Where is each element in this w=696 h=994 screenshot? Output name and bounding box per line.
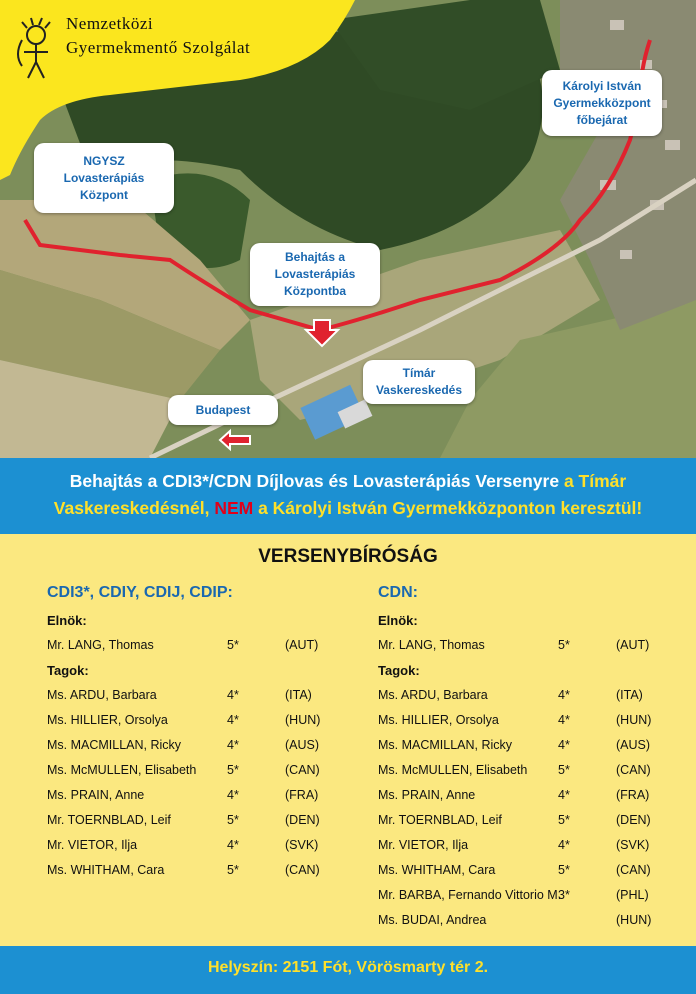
member-stars: 5*: [558, 813, 570, 827]
member-stars: 5*: [227, 638, 239, 652]
member-country: (HUN): [285, 713, 321, 727]
jury-left-column: [47, 584, 321, 883]
jury-member-row: [47, 808, 320, 833]
jury-member-row: [378, 783, 650, 808]
label-timar: Tímár Vaskereskedés: [363, 360, 475, 404]
member-country: (CAN): [285, 863, 320, 877]
member-country: (HUN): [616, 913, 652, 927]
member-country: (DEN): [285, 813, 320, 827]
member-stars: 4*: [558, 788, 570, 802]
banner-part2: a Tímár Vaskereskedésnél,: [53, 471, 627, 518]
member-country: (CAN): [616, 863, 651, 877]
member-country: (ITA): [285, 688, 312, 702]
label-ngysz: NGYSZ Lovasterápiás Központ: [34, 143, 174, 213]
member-stars: 4*: [227, 688, 239, 702]
banner-part3: NEM: [214, 498, 259, 518]
member-name: Mr. VIETOR, Ilja: [378, 838, 469, 852]
jury-member-row: [378, 883, 649, 908]
member-stars: 4*: [558, 688, 570, 702]
left-president-label: Elnök:: [47, 613, 87, 628]
member-name: Ms. MACMILLAN, Ricky: [378, 738, 513, 752]
label-behajtas: Behajtás a Lovasterápiás Központba: [250, 243, 380, 306]
member-stars: 4*: [227, 788, 239, 802]
member-name: Mr. TOERNBLAD, Leif: [47, 813, 171, 827]
jury-member-row: [378, 808, 651, 833]
jury-member-row: [47, 783, 319, 808]
member-name: Mr. LANG, Thomas: [378, 638, 485, 652]
member-country: (AUS): [285, 738, 320, 752]
left-members-list: [47, 683, 321, 883]
jury-member-row: [378, 758, 651, 783]
member-name: Ms. WHITHAM, Cara: [47, 863, 165, 877]
left-president-list: [47, 633, 319, 658]
member-name: Ms. McMULLEN, Elisabeth: [47, 763, 197, 777]
member-country: (PHL): [616, 888, 649, 902]
member-name: Ms. PRAIN, Anne: [378, 788, 476, 802]
member-name: Ms. HILLIER, Orsolya: [47, 713, 168, 727]
member-name: Ms. PRAIN, Anne: [47, 788, 145, 802]
map-graphic: [0, 0, 696, 458]
organization-name: [66, 12, 250, 60]
member-stars: 4*: [558, 713, 570, 727]
member-stars: 5*: [558, 763, 570, 777]
member-stars: 4*: [558, 838, 570, 852]
member-stars: 5*: [227, 813, 239, 827]
left-members-label: Tagok:: [47, 663, 89, 678]
jury-member-row: [47, 833, 319, 858]
jury-right-column: [378, 584, 652, 933]
member-stars: 4*: [227, 713, 239, 727]
member-name: Ms. HILLIER, Orsolya: [378, 713, 499, 727]
member-name: Mr. TOERNBLAD, Leif: [378, 813, 502, 827]
member-name: Ms. ARDU, Barbara: [47, 688, 157, 702]
member-country: (FRA): [616, 788, 650, 802]
right-members-list: [378, 683, 652, 933]
member-country: (DEN): [616, 813, 651, 827]
organization-line1: Nemzetközi: [66, 14, 154, 33]
jury-member-row: [378, 858, 651, 883]
member-name: Mr. LANG, Thomas: [47, 638, 154, 652]
location-text: Helyszín: 2151 Fót, Vörösmarty tér 2.: [207, 959, 489, 976]
member-name: Ms. McMULLEN, Elisabeth: [378, 763, 528, 777]
jury-member-row: [47, 858, 320, 883]
member-stars: 4*: [558, 738, 570, 752]
jury-member-row: [378, 683, 643, 708]
member-country: (ITA): [616, 688, 643, 702]
member-country: (SVK): [616, 838, 650, 852]
right-members-label: Tagok:: [378, 663, 420, 678]
label-budapest: Budapest: [168, 395, 278, 425]
right-president-list: [378, 633, 650, 658]
jury-member-row: [378, 833, 650, 858]
member-name: Ms. MACMILLAN, Ricky: [47, 738, 182, 752]
jury-member-row: [47, 733, 320, 758]
jury-member-row: [47, 708, 321, 733]
member-name: Mr. VIETOR, Ilja: [47, 838, 138, 852]
member-name: Ms. BUDAI, Andrea: [378, 913, 487, 927]
member-stars: 3*: [558, 888, 570, 902]
right-heading: CDN:: [378, 584, 418, 601]
right-president-label: Elnök:: [378, 613, 418, 628]
member-stars: 5*: [227, 763, 239, 777]
left-heading: CDI3*, CDIY, CDIJ, CDIP:: [47, 584, 233, 601]
member-stars: 5*: [558, 863, 570, 877]
jury-member-row: [378, 733, 651, 758]
jury-member-row: [47, 758, 320, 783]
location-footer: [0, 946, 696, 994]
member-country: (AUT): [616, 638, 650, 652]
jury-member-row: [378, 633, 650, 658]
jury-member-row: [47, 683, 312, 708]
member-country: (HUN): [616, 713, 652, 727]
member-country: (SVK): [285, 838, 319, 852]
member-name: Ms. WHITHAM, Cara: [378, 863, 496, 877]
banner-part1: Behajtás a CDI3*/CDN Díjlovas és Lovasterápiás Versenyre: [69, 471, 564, 491]
organization-line2: Gyermekmentő Szolgálat: [66, 38, 251, 57]
jury-member-row: [378, 908, 652, 933]
member-stars: 5*: [227, 863, 239, 877]
member-name: Mr. BARBA, Fernando Vittorio M.: [378, 888, 562, 902]
jury-member-row: [47, 633, 319, 658]
member-country: (FRA): [285, 788, 319, 802]
member-stars: 4*: [227, 838, 239, 852]
member-country: (CAN): [616, 763, 651, 777]
aerial-map: [0, 0, 696, 458]
entry-banner: [0, 458, 696, 534]
jury-member-row: [378, 708, 652, 733]
member-stars: 5*: [558, 638, 570, 652]
label-karolyi: Károlyi István Gyermekközpont főbejárat: [542, 70, 662, 136]
member-country: (CAN): [285, 763, 320, 777]
member-name: Ms. ARDU, Barbara: [378, 688, 488, 702]
member-stars: 4*: [227, 738, 239, 752]
member-country: (AUS): [616, 738, 651, 752]
banner-part4: a Károlyi István Gyermekközponton keresztül!: [258, 498, 643, 518]
jury-title: VERSENYBÍRÓSÁG: [258, 546, 438, 567]
member-country: (AUT): [285, 638, 319, 652]
